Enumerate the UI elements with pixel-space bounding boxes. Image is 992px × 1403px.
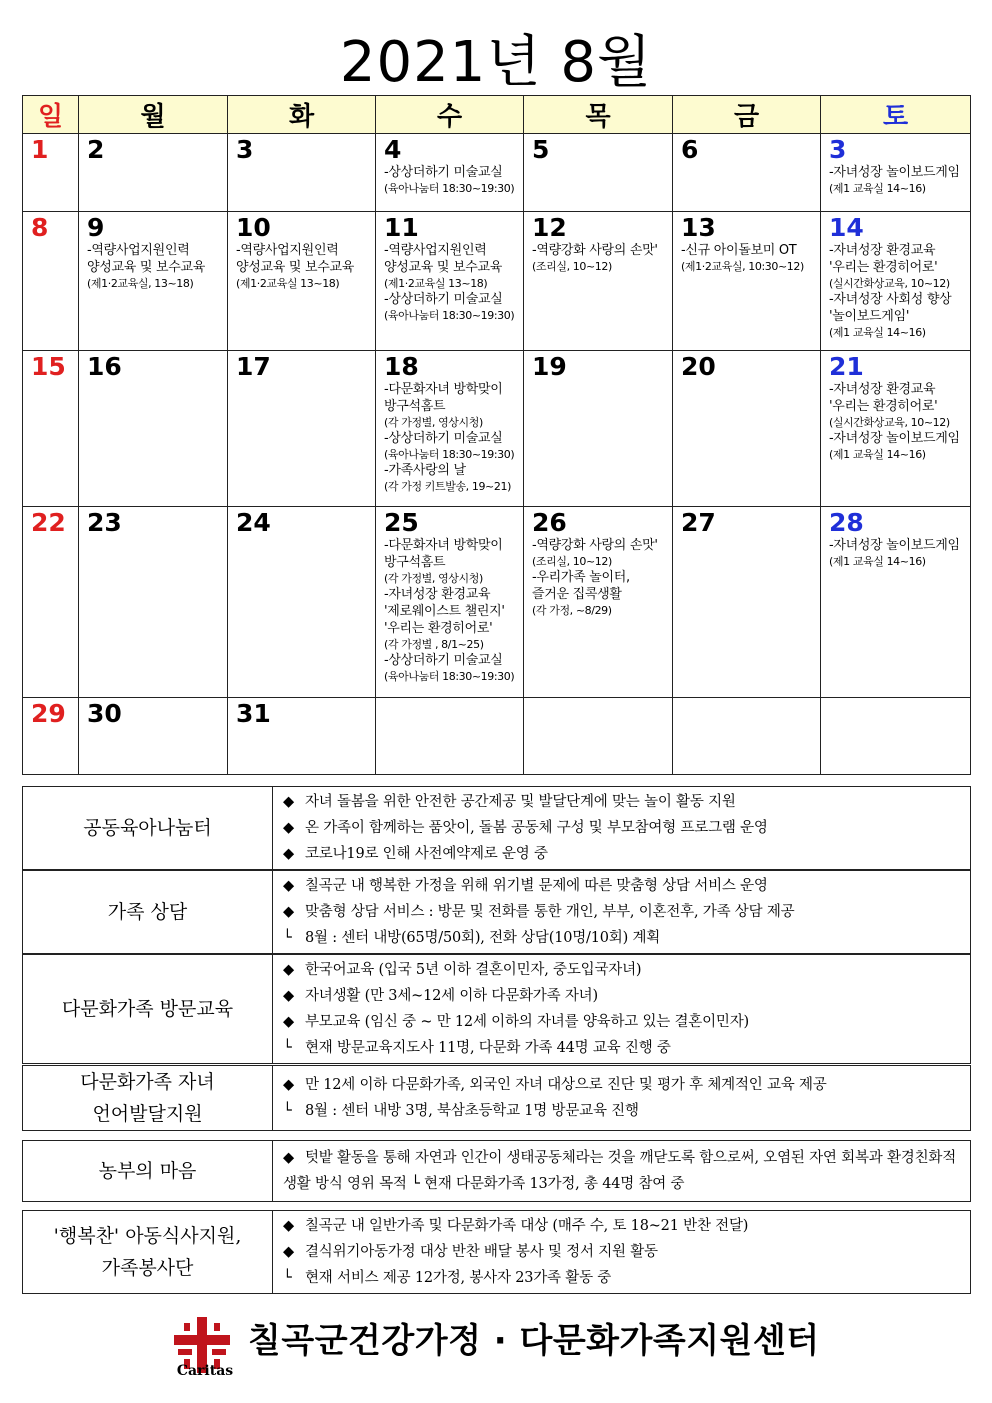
program-bullet-text: 자녀생활 (만 3세~12세 이하 다문화가족 자녀): [305, 988, 598, 1004]
event-list: [376, 164, 523, 196]
calendar-day-cell: [673, 698, 821, 775]
calendar-day-cell: [79, 351, 228, 507]
day-number: 16: [87, 352, 122, 381]
weekday-sat: 토: [821, 96, 971, 134]
program-bullet-text: 코로나19로 인해 사전예약제로 운영 중: [305, 846, 548, 862]
event-list: [821, 381, 970, 462]
diamond-bullet-icon: ◆: [283, 1244, 294, 1260]
diamond-bullet-icon: ◆: [283, 846, 294, 862]
calendar-day-cell: [673, 507, 821, 698]
calendar-week-row: [23, 351, 971, 507]
weekday-header-row: [23, 96, 971, 134]
corner-bullet-icon: └: [283, 1103, 292, 1119]
program-description: [273, 955, 971, 1064]
program-bullet-text: 칠곡군 내 일반가족 및 다문화가족 대상 (매주 수, 토 18~21 반찬 전달): [305, 1218, 749, 1234]
event-title: -자녀성장 환경교육: [829, 243, 936, 258]
day-number: 3: [829, 135, 847, 164]
day-number: 29: [31, 699, 66, 728]
program-label-line: 가족 상담: [107, 901, 188, 923]
diamond-bullet-icon: ◆: [283, 794, 294, 810]
calendar-day-cell: [524, 134, 673, 212]
calendar-day-cell: [228, 698, 376, 775]
weekday-tue: 화: [228, 96, 376, 134]
day-number: [376, 698, 523, 700]
calendar-day-cell: [228, 134, 376, 212]
event-title: -자녀성장 환경교육: [384, 587, 491, 602]
event-title: '우리는 환경히어로': [384, 621, 493, 636]
event-title: -다문화자녀 방학맞이: [384, 538, 503, 553]
calendar-day-cell: [23, 134, 79, 212]
day-number: 24: [236, 508, 271, 537]
day-number: 2: [87, 135, 105, 164]
event-detail: (제1·2교육실, 10:30~12): [681, 260, 804, 273]
calendar-day-cell: [228, 507, 376, 698]
weekday-wed: 수: [376, 96, 524, 134]
program-bullet-text: 자녀 돌봄을 위한 안전한 공간제공 및 발달단계에 맞는 놀이 활동 지원: [305, 794, 736, 810]
diamond-bullet-icon: ◆: [283, 988, 294, 1004]
calendar-day-cell: [524, 698, 673, 775]
event-title: -신규 아이돌보미 OT: [681, 243, 797, 258]
program-description: [273, 1066, 971, 1131]
calendar-day-cell: [821, 212, 971, 351]
calendar-grid: [22, 95, 971, 775]
program-table: [22, 1065, 971, 1131]
day-number: 25: [384, 508, 419, 537]
event-detail: (각 가정별 , 8/1~25): [384, 638, 484, 651]
program-bullet-text: 부모교육 (임신 중 ~ 만 12세 이하의 자녀를 양육하고 있는 결혼이민자): [305, 1014, 749, 1030]
program-bullet: [283, 815, 964, 841]
event-detail: (제1·2교육실 13~18): [236, 277, 340, 290]
event-detail: (육아나눔터 18:30~19:30): [384, 448, 515, 461]
event-title: -상상더하기 미술교실: [384, 292, 503, 307]
program-bullet-text: 현재 서비스 제공 12가정, 봉사자 23가족 활동 중: [305, 1270, 612, 1286]
calendar-day-cell: [376, 507, 524, 698]
corner-bullet-icon: └: [283, 1040, 292, 1056]
day-number: 9: [87, 213, 105, 242]
day-number: [673, 698, 820, 700]
corner-bullet-icon: └: [283, 930, 292, 946]
event-title: -우리가족 놀이터,: [532, 570, 630, 585]
event-list: [524, 242, 672, 274]
day-number: 26: [532, 508, 567, 537]
program-bullet-text: 맞춤형 상담 서비스 : 방문 및 전화를 통한 개인, 부부, 이혼전후, 가족 상담 제공: [305, 904, 795, 920]
event-list: [673, 242, 820, 274]
caritas-logo-text: Caritas: [176, 1363, 234, 1379]
calendar-day-cell: [23, 351, 79, 507]
calendar-day-cell: [524, 507, 673, 698]
event-list: [821, 164, 970, 196]
program-label-line: 다문화가족 자녀: [80, 1071, 215, 1093]
program-description: [273, 787, 971, 870]
event-detail: (육아나눔터 18:30~19:30): [384, 309, 515, 322]
diamond-bullet-icon: ◆: [283, 962, 294, 978]
program-bullet-text: 결식위기아동가정 대상 반찬 배달 봉사 및 정서 지원 활동: [305, 1244, 658, 1260]
program-table: [22, 1140, 971, 1202]
event-title: -자녀성장 환경교육: [829, 382, 936, 397]
event-detail: (제1 교육실 14~16): [829, 326, 926, 339]
weekday-thu: 목: [524, 96, 673, 134]
calendar-title: 2021년 8월: [339, 30, 653, 95]
event-title: -다문화자녀 방학맞이: [384, 382, 503, 397]
program-bullet: [283, 873, 964, 899]
calendar-day-cell: [376, 134, 524, 212]
day-number: 14: [829, 213, 864, 242]
event-title: -자녀성장 사회성 향상: [829, 292, 952, 307]
program-table: [22, 786, 971, 870]
event-detail: (실시간화상교육, 10~12): [829, 416, 950, 429]
program-label: [23, 955, 273, 1064]
day-number: 28: [829, 508, 864, 537]
day-number: [821, 698, 970, 700]
event-title: 방구석홈트: [384, 399, 446, 414]
event-title: 양성교육 및 보수교육: [87, 260, 205, 275]
program-label-line: 언어발달지원: [92, 1103, 203, 1125]
calendar-week-row: [23, 134, 971, 212]
program-bullet-text: 만 12세 이하 다문화가족, 외국인 자녀 대상으로 진단 및 평가 후 체계적인 교육 제공: [305, 1077, 827, 1093]
day-number: 4: [384, 135, 402, 164]
day-number: 6: [681, 135, 699, 164]
event-title: -역량강화 사랑의 손맛': [532, 538, 658, 553]
program-label-line: 공동육아나눔터: [83, 817, 212, 839]
program-label-line: '행복찬' 아동식사지원,: [53, 1225, 242, 1247]
day-number: 19: [532, 352, 567, 381]
program-bullet: [283, 841, 964, 867]
event-title: -자녀성장 놀이보드게임: [829, 165, 960, 180]
day-number: 18: [384, 352, 419, 381]
day-number: 30: [87, 699, 122, 728]
diamond-bullet-icon: ◆: [283, 1014, 294, 1030]
calendar-week-row: [23, 212, 971, 351]
program-bullet: [283, 1072, 964, 1098]
program-table: [22, 1210, 971, 1294]
event-list: [376, 381, 523, 494]
diamond-bullet-icon: ◆: [283, 904, 294, 920]
program-bullet-text: 텃밭 활동을 통해 자연과 인간이 생태공동체라는 것을 깨닫도록 함으로써, 오염된 자연 회복과 환경친화적 생활 방식 영위 목적 └ 현재 다문화가족 13가정, 총 44명 참여 중: [283, 1150, 957, 1192]
program-bullet-text: 8월 : 센터 내방 3명, 북삼초등학교 1명 방문교육 진행: [305, 1103, 639, 1119]
calendar-day-cell: [821, 134, 971, 212]
event-list: [79, 242, 227, 291]
event-detail: (각 가정, ~8/29): [532, 604, 612, 617]
day-number: 15: [31, 352, 66, 381]
program-bullet-text: 한국어교육 (입국 5년 이하 결혼이민자, 중도입국자녀): [305, 962, 642, 978]
event-title: -역량사업지원인력: [384, 243, 487, 258]
event-title: -역량사업지원인력: [87, 243, 190, 258]
event-detail: (제1·2교육실, 13~18): [87, 277, 194, 290]
program-bullet-text: 현재 방문교육지도사 11명, 다문화 가족 44명 교육 진행 중: [305, 1040, 671, 1056]
event-title: -자녀성장 놀이보드게임: [829, 538, 960, 553]
program-bullet: [283, 983, 964, 1009]
event-detail: (실시간화상교육, 10~12): [829, 277, 950, 290]
day-number: 10: [236, 213, 271, 242]
day-number: 5: [532, 135, 550, 164]
program-label: [23, 787, 273, 870]
event-title: -상상더하기 미술교실: [384, 431, 503, 446]
event-detail: (각 가정별, 영상시청): [384, 572, 483, 585]
diamond-bullet-icon: ◆: [283, 1218, 294, 1234]
program-bullet: [283, 1035, 964, 1061]
program-table: [22, 954, 971, 1064]
program-label-line: 다문화가족 방문교육: [61, 998, 234, 1020]
program-bullet: [283, 925, 964, 951]
program-label: [23, 1141, 273, 1202]
event-title: '우리는 환경히어로': [829, 260, 938, 275]
event-detail: (각 가정 키트발송, 19~21): [384, 480, 511, 493]
event-list: [821, 242, 970, 340]
event-title: -상상더하기 미술교실: [384, 653, 503, 668]
program-label-line: 가족봉사단: [101, 1257, 194, 1279]
program-bullet: [283, 1145, 964, 1197]
diamond-bullet-icon: ◆: [283, 878, 294, 894]
weekday-sun: 일: [23, 96, 79, 134]
event-title: -상상더하기 미술교실: [384, 165, 503, 180]
event-title: 양성교육 및 보수교육: [236, 260, 354, 275]
calendar-day-cell: [821, 351, 971, 507]
event-detail: (조리실, 10~12): [532, 260, 612, 273]
day-number: 1: [31, 135, 49, 164]
event-title: -자녀성장 놀이보드게임: [829, 431, 960, 446]
event-title: 방구석홈트: [384, 555, 446, 570]
calendar-day-cell: [376, 698, 524, 775]
day-number: 20: [681, 352, 716, 381]
program-bullet: [283, 1009, 964, 1035]
weekday-fri: 금: [673, 96, 821, 134]
calendar-day-cell: [79, 212, 228, 351]
day-number: 13: [681, 213, 716, 242]
program-description: [273, 1211, 971, 1294]
calendar-day-cell: [79, 698, 228, 775]
program-table: [22, 870, 971, 954]
calendar-day-cell: [23, 507, 79, 698]
footer: [170, 1305, 870, 1385]
event-detail: (제1·2교육실 13~18): [384, 277, 488, 290]
calendar-day-cell: [376, 212, 524, 351]
program-label-line: 농부의 마음: [98, 1160, 197, 1182]
program-bullet-text: 온 가족이 함께하는 품앗이, 돌봄 공동체 구성 및 부모참여형 프로그램 운영: [305, 820, 768, 836]
organization-name: 칠곡군건강가정 · 다문화가족지원센터: [248, 1321, 820, 1361]
calendar-week-row: [23, 507, 971, 698]
event-list: [821, 537, 970, 569]
calendar-day-cell: [673, 134, 821, 212]
program-bullet: [283, 1265, 964, 1291]
event-title: 양성교육 및 보수교육: [384, 260, 502, 275]
day-number: 27: [681, 508, 716, 537]
program-bullet: [283, 1098, 964, 1124]
event-list: [376, 242, 523, 323]
calendar-day-cell: [673, 351, 821, 507]
day-number: 3: [236, 135, 254, 164]
diamond-bullet-icon: ◆: [283, 1150, 294, 1166]
program-bullet: [283, 1239, 964, 1265]
program-bullet-text: 8월 : 센터 내방(65명/50회), 전화 상담(10명/10회) 계획: [305, 930, 661, 946]
calendar-day-cell: [524, 212, 673, 351]
program-label: [23, 871, 273, 954]
event-title: '제로웨이스트 챌린지': [384, 604, 505, 619]
event-list: [376, 537, 523, 684]
day-number: 21: [829, 352, 864, 381]
event-detail: (육아나눔터 18:30~19:30): [384, 182, 515, 195]
program-bullet: [283, 957, 964, 983]
calendar-day-cell: [524, 351, 673, 507]
weekday-mon: 월: [79, 96, 228, 134]
event-detail: (제1 교육실 14~16): [829, 182, 926, 195]
calendar-day-cell: [23, 212, 79, 351]
program-bullet: [283, 1213, 964, 1239]
program-bullet-text: 칠곡군 내 행복한 가정을 위해 위기별 문제에 따른 맞춤형 상담 서비스 운영: [305, 878, 768, 894]
event-list: [228, 242, 375, 291]
program-bullet: [283, 789, 964, 815]
day-number: 23: [87, 508, 122, 537]
event-title: '우리는 환경히어로': [829, 399, 938, 414]
event-title: -역량사업지원인력: [236, 243, 339, 258]
program-bullet: [283, 899, 964, 925]
program-description: [273, 871, 971, 954]
calendar-day-cell: [821, 698, 971, 775]
day-number: 8: [31, 213, 49, 242]
corner-bullet-icon: └: [283, 1270, 292, 1286]
calendar-day-cell: [821, 507, 971, 698]
event-detail: (각 가정별, 영상시청): [384, 416, 483, 429]
day-number: 11: [384, 213, 419, 242]
event-list: [524, 537, 672, 618]
calendar-day-cell: [228, 212, 376, 351]
calendar-week-row: [23, 698, 971, 775]
program-label: [23, 1066, 273, 1131]
day-number: 17: [236, 352, 271, 381]
day-number: [524, 698, 672, 700]
calendar-day-cell: [79, 134, 228, 212]
calendar-day-cell: [673, 212, 821, 351]
calendar-day-cell: [376, 351, 524, 507]
day-number: 12: [532, 213, 567, 242]
calendar-day-cell: [23, 698, 79, 775]
program-label: [23, 1211, 273, 1294]
diamond-bullet-icon: ◆: [283, 1077, 294, 1093]
calendar-day-cell: [228, 351, 376, 507]
program-description: [273, 1141, 971, 1202]
event-detail: (조리실, 10~12): [532, 555, 612, 568]
event-title: 즐거운 집콕생활: [532, 587, 622, 602]
event-title: '놀이보드게임': [829, 309, 910, 324]
event-detail: (육아나눔터 18:30~19:30): [384, 670, 515, 683]
event-title: -가족사랑의 날: [384, 463, 466, 478]
diamond-bullet-icon: ◆: [283, 820, 294, 836]
event-detail: (제1 교육실 14~16): [829, 448, 926, 461]
day-number: 22: [31, 508, 66, 537]
calendar-day-cell: [79, 507, 228, 698]
day-number: 31: [236, 699, 271, 728]
event-detail: (제1 교육실 14~16): [829, 555, 926, 568]
event-title: -역량강화 사랑의 손맛': [532, 243, 658, 258]
